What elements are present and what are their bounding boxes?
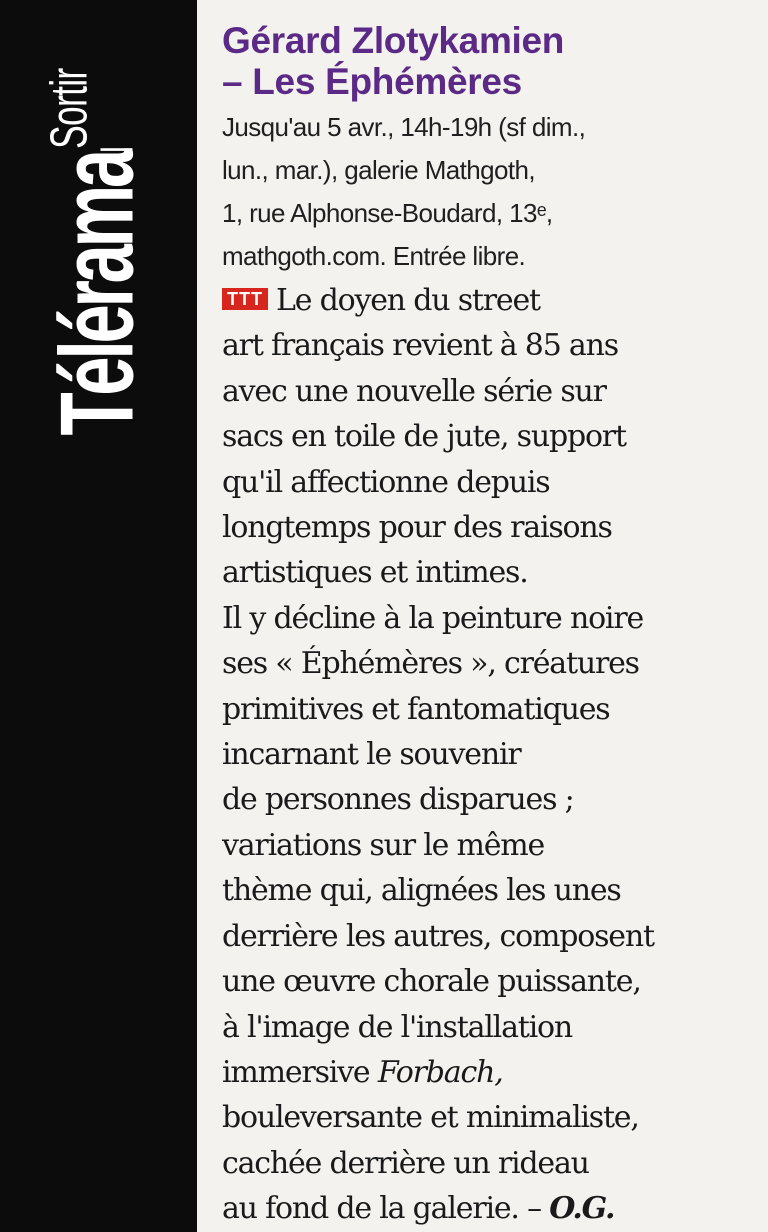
body-line: Il y décline à la peinture noire xyxy=(222,600,644,636)
info-line: Jusqu'au 5 avr., 14h-19h (sf dim., xyxy=(222,112,586,142)
brand-logo xyxy=(39,31,158,569)
body-line: art français revient à 85 ans xyxy=(222,328,618,364)
author-initials: O.G. xyxy=(549,1191,615,1227)
body-line: cachée derrière un rideau xyxy=(222,1145,589,1181)
body-line xyxy=(222,278,752,323)
body-line: qu'il affectionne depuis xyxy=(222,464,550,500)
artwork-title: Forbach, xyxy=(377,1054,503,1090)
article xyxy=(222,20,752,1232)
info-line: 1, rue Alphonse-Boudard, 13ᵉ, xyxy=(222,198,553,228)
body-line: de personnes disparues ; xyxy=(222,782,574,818)
brand-section: Sortir xyxy=(40,68,99,150)
body-line: incarnant le souvenir xyxy=(222,737,521,773)
body-line: avec une nouvelle série sur xyxy=(222,373,606,409)
body-line: longtemps pour des raisons xyxy=(222,510,612,546)
body-line: une œuvre chorale puissante, xyxy=(222,964,641,1000)
event-info xyxy=(222,106,752,278)
body-line: thème qui, alignées les unes xyxy=(222,873,621,909)
info-line: mathgoth.com. Entrée libre. xyxy=(222,241,526,271)
body-line: à l'image de l'installation xyxy=(222,1009,572,1045)
body-line: derrière les autres, composent xyxy=(222,918,654,954)
title-line: Gérard Zlotykamien xyxy=(222,20,565,61)
body-line: variations sur le même xyxy=(222,827,545,863)
body-line: artistiques et intimes. xyxy=(222,555,528,591)
article-title xyxy=(222,20,752,102)
title-line: – Les Éphémères xyxy=(222,61,522,102)
body-line-text: au fond de la galerie. – xyxy=(222,1191,550,1227)
article-body xyxy=(222,278,752,1232)
body-line: bouleversante et minimaliste, xyxy=(222,1100,639,1136)
rating-badge: TTT xyxy=(222,288,268,310)
magazine-sidebar xyxy=(0,0,197,1232)
body-line-text: Le doyen du street xyxy=(276,283,540,318)
body-line-text: immersive xyxy=(222,1054,378,1090)
body-line xyxy=(222,1186,752,1231)
brand-name: Télérama xyxy=(39,152,156,436)
body-line: ses « Éphémères », créatures xyxy=(222,646,639,682)
body-line: primitives et fantomatiques xyxy=(222,691,610,727)
body-line: sacs en toile de jute, support xyxy=(222,419,626,455)
body-line xyxy=(222,1050,752,1095)
brand-separator: I xyxy=(90,145,143,154)
info-line: lun., mar.), galerie Mathgoth, xyxy=(222,155,535,185)
